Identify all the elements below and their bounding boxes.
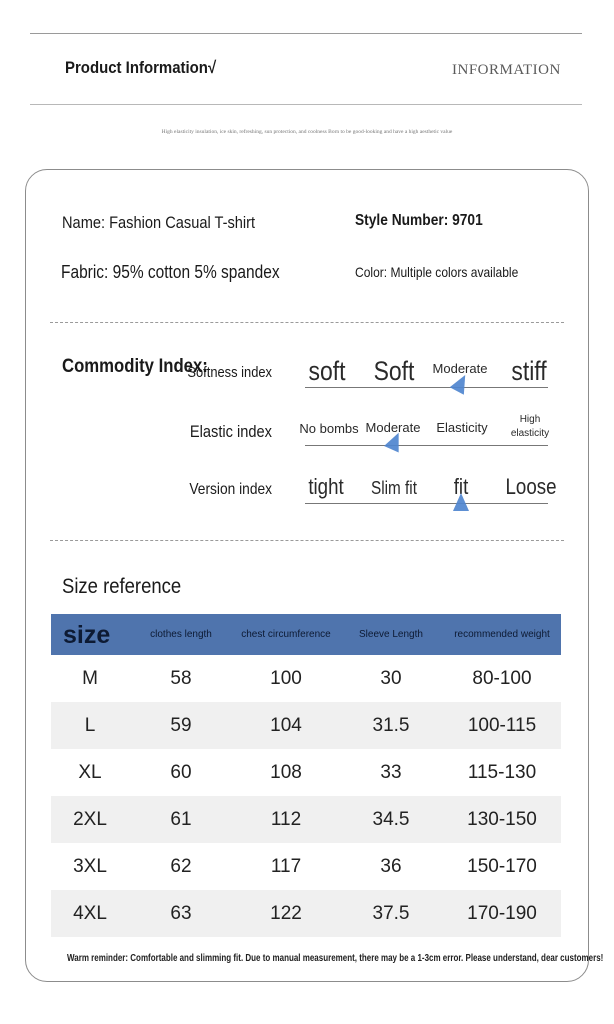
header-clothes-length: clothes length (129, 614, 233, 655)
header-divider (30, 104, 582, 105)
cell-chest: 108 (270, 761, 302, 783)
table-row (51, 702, 561, 749)
elastic-index-label: Elastic index (189, 422, 272, 441)
softness-option: Soft (373, 356, 415, 386)
cell-size: M (82, 667, 98, 689)
elastic-option-selected: Moderate (365, 420, 421, 435)
cell-size: XL (78, 761, 102, 783)
table-row (51, 890, 561, 937)
cell-sleeve: 30 (380, 667, 402, 689)
warm-reminder: Warm reminder: Comfortable and slimming fit. Due to manual measurement, there may be a 1-3cm error. Please understand, dear customers! (67, 953, 604, 964)
cell-chest: 122 (233, 890, 339, 937)
tagline: High elasticity insulation, ice skin, refreshing, sun protection, and coolness Born to be good-looking and have a high aesthetic value (161, 129, 453, 135)
product-color: Color: Multiple colors available (355, 264, 519, 280)
table-row (51, 843, 561, 890)
size-table (51, 614, 561, 937)
table-row (51, 655, 561, 702)
top-divider (30, 33, 582, 34)
product-information-title: Product Information√ (65, 58, 217, 77)
elastic-option: High elasticity (510, 414, 550, 439)
header-size: size (51, 614, 129, 655)
table-row (51, 796, 561, 843)
dashed-divider (50, 322, 564, 323)
softness-index-label: Softness index (187, 364, 272, 381)
dashed-divider (50, 540, 564, 541)
elastic-scale-line (305, 445, 548, 446)
softness-scale-line (305, 387, 548, 388)
cell-chest: 100 (270, 667, 302, 689)
cell-length: 61 (129, 796, 233, 843)
cell-weight: 150-170 (467, 855, 537, 877)
header-recommended-weight: recommended weight (443, 614, 561, 655)
information-heading: INFORMATION (452, 62, 561, 78)
style-number: Style Number: 9701 (355, 212, 483, 229)
table-row (51, 749, 561, 796)
cell-length: 63 (129, 890, 233, 937)
version-scale-line (305, 503, 548, 504)
cell-weight: 80-100 (472, 667, 532, 689)
cell-sleeve: 31.5 (339, 702, 443, 749)
softness-option: soft (308, 356, 346, 386)
version-option: Loose (505, 474, 557, 499)
product-name: Name: Fashion Casual T-shirt (62, 213, 256, 232)
cell-size: L (51, 702, 129, 749)
size-table-header (51, 614, 561, 655)
product-fabric: Fabric: 95% cotton 5% spandex (61, 262, 280, 282)
elastic-option: Elasticity (436, 420, 488, 435)
version-option-selected: fit (453, 474, 469, 499)
cell-chest: 112 (233, 796, 339, 843)
elastic-option: No bombs (299, 421, 359, 436)
commodity-index-title: Commodity Index: (62, 356, 208, 377)
cell-sleeve: 34.5 (339, 796, 443, 843)
cell-weight: 170-190 (443, 890, 561, 937)
version-index-label: Version index (189, 481, 272, 498)
cell-size: 2XL (51, 796, 129, 843)
cell-size: 4XL (51, 890, 129, 937)
softness-option-selected: Moderate (432, 361, 488, 376)
softness-option: stiff (511, 356, 547, 386)
size-reference-title: Size reference (62, 575, 182, 598)
header-chest-circumference: chest circumference (233, 614, 339, 655)
cell-weight: 100-115 (443, 702, 561, 749)
cell-chest: 104 (233, 702, 339, 749)
cell-sleeve: 33 (380, 761, 402, 783)
cell-weight: 115-130 (467, 761, 537, 783)
version-option: Slim fit (371, 478, 417, 498)
cell-length: 58 (170, 667, 192, 689)
cell-length: 60 (170, 761, 192, 783)
cell-sleeve: 36 (380, 855, 402, 877)
header-sleeve-length: Sleeve Length (339, 614, 443, 655)
cell-length: 62 (170, 855, 192, 877)
version-option: tight (308, 474, 344, 499)
cell-weight: 130-150 (443, 796, 561, 843)
cell-chest: 117 (270, 855, 302, 877)
cell-sleeve: 37.5 (339, 890, 443, 937)
version-indicator-icon (453, 493, 469, 511)
cell-size: 3XL (73, 855, 107, 877)
cell-length: 59 (129, 702, 233, 749)
